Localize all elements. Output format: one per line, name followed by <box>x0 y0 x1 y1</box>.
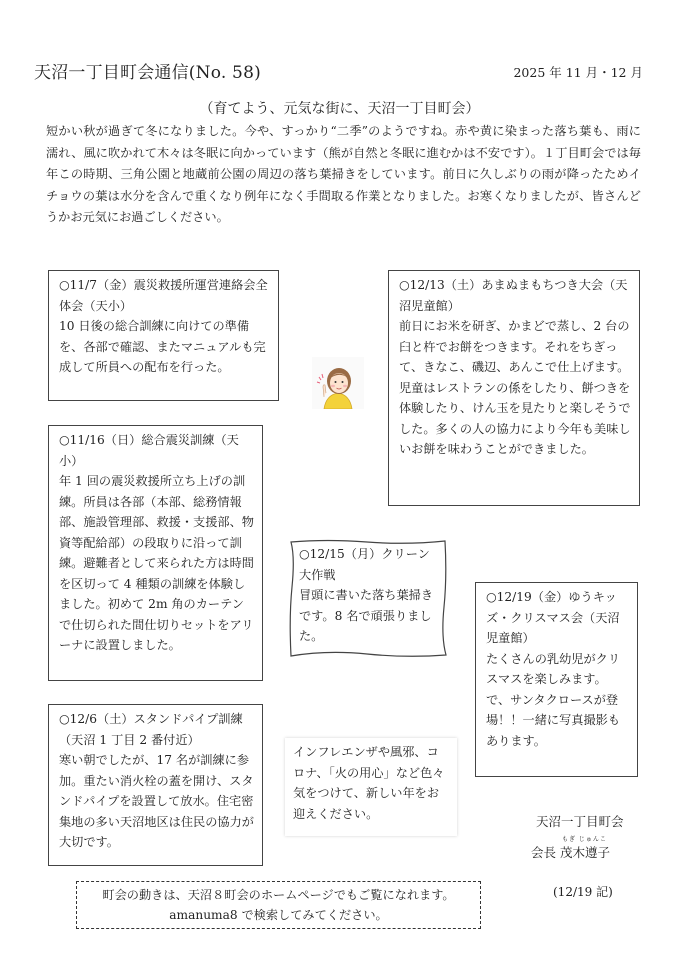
signature-role: 会長 <box>531 845 557 860</box>
event-heading: ○11/16（日）総合震災訓練（天小） <box>59 433 239 468</box>
event-heading: ○12/19（金）ゆうキッズ・クリスマス会（天沼児童館） <box>486 590 620 645</box>
issue-date: 2025 年 11 月・12 月 <box>513 65 643 80</box>
event-body: 前日にお米を研ぎ、かまどで蒸し、2 台の臼と杵でお餅をつきます。それをちぎって、きなこ、磯辺、あんこで仕上げます。児童はレストランの係をしたり、餅つきを体験したり、けん玉を見たりと楽しそうでした。多くの人の協力により今年も美味しいお餅を味わうことができました。 <box>399 319 631 456</box>
written-date-note: (12/19 記) <box>553 885 613 899</box>
event-heading: ○12/6（土）スタンドパイプ訓練（天沼 1 丁目 2 番付近） <box>59 712 243 747</box>
event-box-11-16 <box>48 425 263 681</box>
event-heading: ○12/15（月）クリーン大作戦 <box>299 547 430 582</box>
health-reminder-note: インフレエンザや風邪、コロナ、「火の用心」など色々気をつけて、新しい年をお迎えください。 <box>285 738 457 836</box>
event-body: 寒い朝でしたが、17 名が訓練に参加。重たい消火栓の蓋を開け、スタンドパイプを設置して放水。住宅密集地の多い天沼地区は住民の協力が大切です。 <box>59 753 254 849</box>
event-body: 冒頭に書いた落ち葉掃きです。8 名で頑張りました。 <box>299 588 434 643</box>
intro-paragraph: 短かい秋が過ぎて冬になりました。今や、すっかり“二季”のようですね。赤や黄に染まった落ち葉も、雨に濡れ、風に吹かれて木々は冬眠に向かっています（熊が自然と冬眠に進むかは不安です）。１丁目町会では毎年この時期、三角公園と地蔵前公園の周辺の落ち葉掃きをしています。前日に久しぶりの雨が降ったためイチョウの葉は水分を含んで重くなり例年になく手間取る作業となりました。お寒くなりましたが、皆さんどうかお元気にお過ごしください。 <box>46 124 641 224</box>
event-box-12-13 <box>388 270 640 506</box>
event-box-12-19 <box>475 582 638 777</box>
homepage-notice <box>76 881 481 929</box>
signature-furigana: もぎ じゅんこ <box>562 836 607 843</box>
homepage-notice-line1: 町会の動きは、天沼８町会のホームページでもご覧になれます。 <box>102 888 455 902</box>
event-heading: ○11/7（金）震災救援所運営連絡会全体会（天小） <box>59 278 268 313</box>
event-box-12-15 <box>290 540 446 656</box>
newsletter-title: 天沼一丁目町会通信(No. 58) <box>34 63 261 83</box>
signature-organization: 天沼一丁目町会 <box>536 814 624 829</box>
signature-name: 茂木遵子 <box>560 845 611 860</box>
event-body: 年 1 回の震災救援所立ち上げの訓練。所員は各部（本部、総務情報部、施設管理部、救援・支援部、物資等配給部）の段取りに沿って訓練。避難者として来られた方は時間を区切って 4 種類の訓練を体験しました。初めて 2m 角のカーテンで仕切られた間仕切りセットをアリーナに設置しました。 <box>59 474 254 652</box>
event-body: たくさんの乳幼児がクリスマスを楽しみます。で、サンタクロースが登場！！一緒に写真撮影もあります。 <box>486 651 621 748</box>
event-body: 10 日後の総合訓練に向けての準備を、各部で確認、またマニュアルも完成して所員への配布を行った。 <box>59 319 266 374</box>
event-heading: ○12/13（土）あまぬまもちつき大会（天沼児童館） <box>399 278 628 313</box>
event-box-12-6 <box>48 704 263 866</box>
homepage-notice-line2: amanuma8 で検索してみてください。 <box>169 908 388 922</box>
event-box-11-7 <box>48 270 279 401</box>
signature-chair <box>531 836 611 861</box>
woman-pointing-icon <box>312 357 364 409</box>
signature-name-wrap <box>560 836 611 861</box>
newsletter-slogan: （育てよう、元気な街に、天沼一丁目町会） <box>199 101 480 117</box>
